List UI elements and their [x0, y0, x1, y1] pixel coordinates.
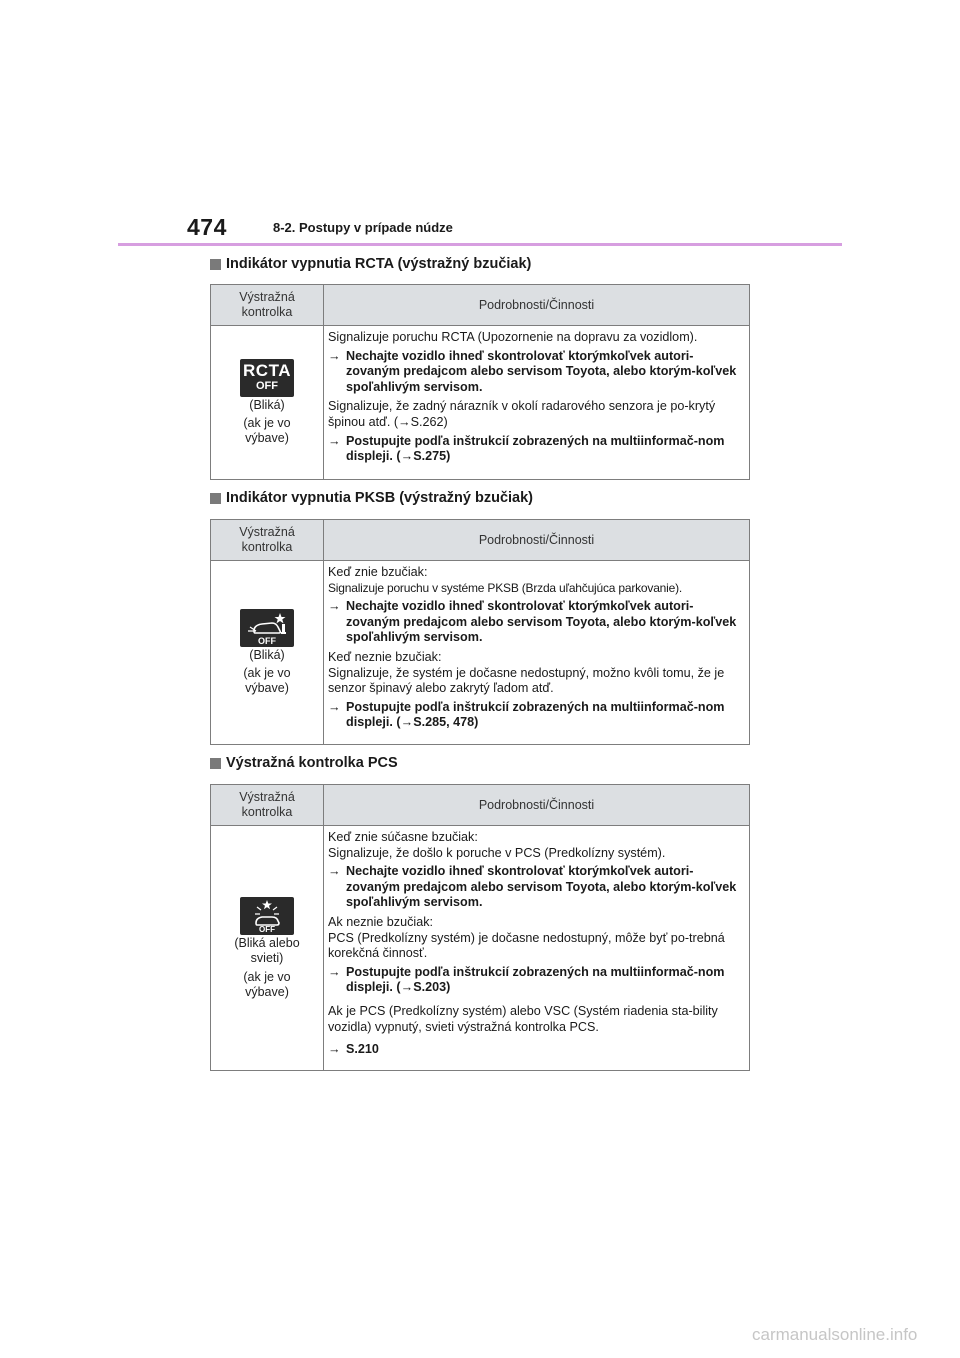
action-item: → Nechajte vozidlo ihneď skontrolovať ktorýmkoľvek autori-zovaným predajcom alebo servisom Toyota, alebo ktorým-koľvek spoľahlivým servisom.	[328, 348, 737, 394]
indicator-note: (ak je vo výbave)	[243, 969, 291, 999]
details-cell	[324, 826, 750, 1071]
col-header-details: Podrobnosti/Činnosti	[324, 785, 750, 826]
indicator-state: (Bliká)	[249, 398, 285, 412]
square-bullet-icon	[210, 493, 221, 504]
arrow-icon: →	[328, 1042, 341, 1057]
section-title-pcs	[210, 755, 398, 771]
action-item: → Postupujte podľa inštrukcií zobrazených na multiinformač-nom displeji. (→S.285, 478)	[328, 699, 725, 730]
square-bullet-icon	[210, 259, 221, 270]
col-header-indicator: Výstražná kontrolka	[211, 520, 324, 561]
detail-text: Ak je PCS (Predkolízny systém) alebo VSC (Systém riadenia sta-bility vozidla) vypnutý, svieti výstražná kontrolka PCS.	[328, 1003, 718, 1034]
arrow-icon: →	[328, 964, 341, 979]
indicator-state: (Bliká alebo svieti)	[234, 935, 300, 965]
rcta-table	[210, 284, 750, 480]
section-title-text: Indikátor vypnutia PKSB (výstražný bzučiak)	[226, 490, 533, 506]
watermark: carmanualsonline.info	[752, 1325, 918, 1344]
arrow-icon: →	[328, 864, 341, 879]
detail-text: Signalizuje, že systém je dočasne nedostupný, možno kvôli tomu, že je senzor špinavý alebo zakrytý ľadom atď.	[328, 665, 725, 696]
square-bullet-icon	[210, 758, 221, 769]
pcs-table	[210, 784, 750, 1071]
indicator-state: (Bliká)	[249, 648, 285, 662]
action-item: → Nechajte vozidlo ihneď skontrolovať ktorýmkoľvek autori-zovaným predajcom alebo servisom Toyota, alebo ktorým-koľvek spoľahlivým servisom.	[328, 864, 737, 910]
page-number: 474	[187, 214, 227, 240]
arrow-icon: →	[398, 414, 411, 429]
action-item: → S.210	[328, 1042, 379, 1057]
chapter-title: 8-2. Postupy v prípade núdze	[273, 220, 453, 235]
details-cell	[324, 561, 750, 745]
detail-text: Ak neznie bzučiak:	[328, 914, 434, 929]
detail-text: Signalizuje poruchu v systéme PKSB (Brzda uľahčujúca parkovanie).	[328, 580, 683, 595]
col-header-details: Podrobnosti/Činnosti	[324, 520, 750, 561]
arrow-icon: →	[328, 699, 341, 714]
section-title-rcta	[210, 256, 531, 272]
arrow-icon: →	[328, 433, 341, 448]
detail-text: Signalizuje, že zadný nárazník v okolí radarového senzora je po-krytý špinou atď. (→S.262)	[328, 399, 716, 429]
section-title-text: Výstražná kontrolka PCS	[226, 755, 398, 771]
indicator-cell	[211, 561, 324, 745]
indicator-cell	[211, 326, 324, 480]
action-item: → Postupujte podľa inštrukcií zobrazených na multiinformač-nom displeji. (→S.275)	[328, 433, 725, 464]
indicator-note: (ak je vo výbave)	[243, 416, 291, 445]
pksb-table	[210, 519, 750, 745]
header-divider	[118, 243, 842, 246]
arrow-icon: →	[328, 348, 341, 363]
detail-text: Keď neznie bzučiak:	[328, 649, 442, 664]
arrow-icon: →	[328, 599, 341, 614]
col-header-indicator: Výstražná kontrolka	[211, 785, 324, 826]
detail-text: Signalizuje, že došlo k poruche v PCS (Predkolízny systém).	[328, 845, 666, 860]
indicator-note: (ak je vo výbave)	[243, 666, 291, 695]
detail-text: Keď znie bzučiak:	[328, 565, 428, 579]
action-item: → Nechajte vozidlo ihneď skontrolovať ktorýmkoľvek autori-zovaným predajcom alebo servisom Toyota, alebo ktorým-koľvek spoľahlivým servisom.	[328, 599, 737, 645]
section-title-pksb	[210, 490, 533, 506]
detail-text: Keď znie súčasne bzučiak:	[328, 830, 478, 844]
detail-text: Signalizuje poruchu RCTA (Upozornenie na dopravu za vozidlom).	[328, 330, 698, 344]
details-cell	[324, 326, 750, 480]
pcs-warning-icon: OFF	[240, 897, 294, 935]
action-item: → Postupujte podľa inštrukcií zobrazených na multiinformač-nom displeji. (→S.203)	[328, 964, 725, 995]
col-header-indicator: Výstražná kontrolka	[211, 285, 324, 326]
detail-text: PCS (Predkolízny systém) je dočasne nedostupný, môže byť po-trebná korekčná činnosť.	[328, 930, 725, 961]
rcta-off-icon: RCTA OFF	[240, 359, 294, 397]
section-title-text: Indikátor vypnutia RCTA (výstražný bzučiak)	[226, 256, 532, 272]
pksb-off-icon: OFF	[240, 609, 294, 647]
indicator-cell	[211, 826, 324, 1071]
col-header-details: Podrobnosti/Činnosti	[324, 285, 750, 326]
